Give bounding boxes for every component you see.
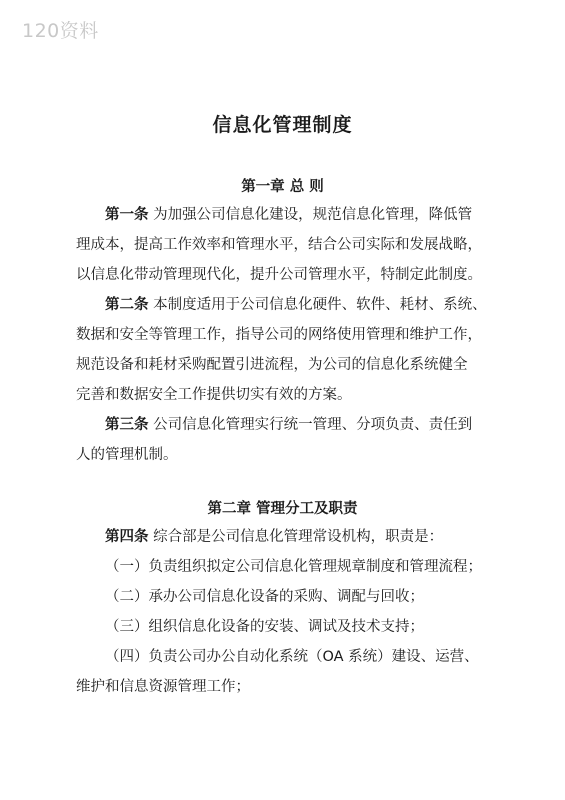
chapter-2-heading: 第二章 管理分工及职责	[207, 501, 358, 517]
article-4-item-4: （四）负责公司办公自动化系统（OA 系统）建设、运营、	[105, 649, 479, 665]
article-4-item-1: （一）负责组织拟定公司信息化管理规章制度和管理流程；	[105, 559, 482, 575]
chapter-1-heading: 第一章 总 则	[241, 179, 324, 195]
article-4-text: 综合部是公司信息化管理常设机构，职责是：	[153, 529, 444, 545]
article-1-line-2: 理成本，提高工作效率和管理水平，结合公司实际和发展战略，	[76, 237, 482, 253]
article-4-label: 第四条	[105, 529, 149, 545]
article-2-text: 本制度适用于公司信息化硬件、软件、耗材、系统、	[153, 297, 487, 313]
article-1-line-1	[76, 200, 472, 230]
article-2-label: 第二条	[105, 297, 149, 313]
article-1-line-3: 以信息化带动管理现代化，提升公司管理水平，特制定此制度。	[76, 267, 482, 283]
article-4-item-2: （二）承办公司信息化设备的采购、调配与回收；	[105, 589, 424, 605]
article-4-line-1	[76, 522, 443, 552]
article-2-line-1	[76, 290, 487, 320]
article-4-item-4-continued: 维护和信息资源管理工作；	[76, 679, 250, 695]
watermark: 120资料	[22, 20, 99, 42]
article-1-text: 为加强公司信息化建设，规范信息化管理，降低管	[153, 207, 473, 223]
article-2-line-4: 完善和数据安全工作提供切实有效的方案。	[76, 387, 352, 403]
document-title: 信息化管理制度	[212, 114, 353, 136]
article-3-line-1	[76, 410, 472, 440]
article-2-line-3: 规范设备和耗材采购配置引进流程，为公司的信息化系统健全	[76, 357, 468, 373]
article-4-item-3: （三）组织信息化设备的安装、调试及技术支持；	[105, 619, 424, 635]
article-3-line-2: 人的管理机制。	[76, 447, 178, 463]
article-1-label: 第一条	[105, 207, 149, 223]
article-3-text: 公司信息化管理实行统一管理、分项负责、责任到	[153, 417, 473, 433]
article-3-label: 第三条	[105, 417, 149, 433]
article-2-line-2: 数据和安全等管理工作，指导公司的网络使用管理和维护工作，	[76, 327, 482, 343]
